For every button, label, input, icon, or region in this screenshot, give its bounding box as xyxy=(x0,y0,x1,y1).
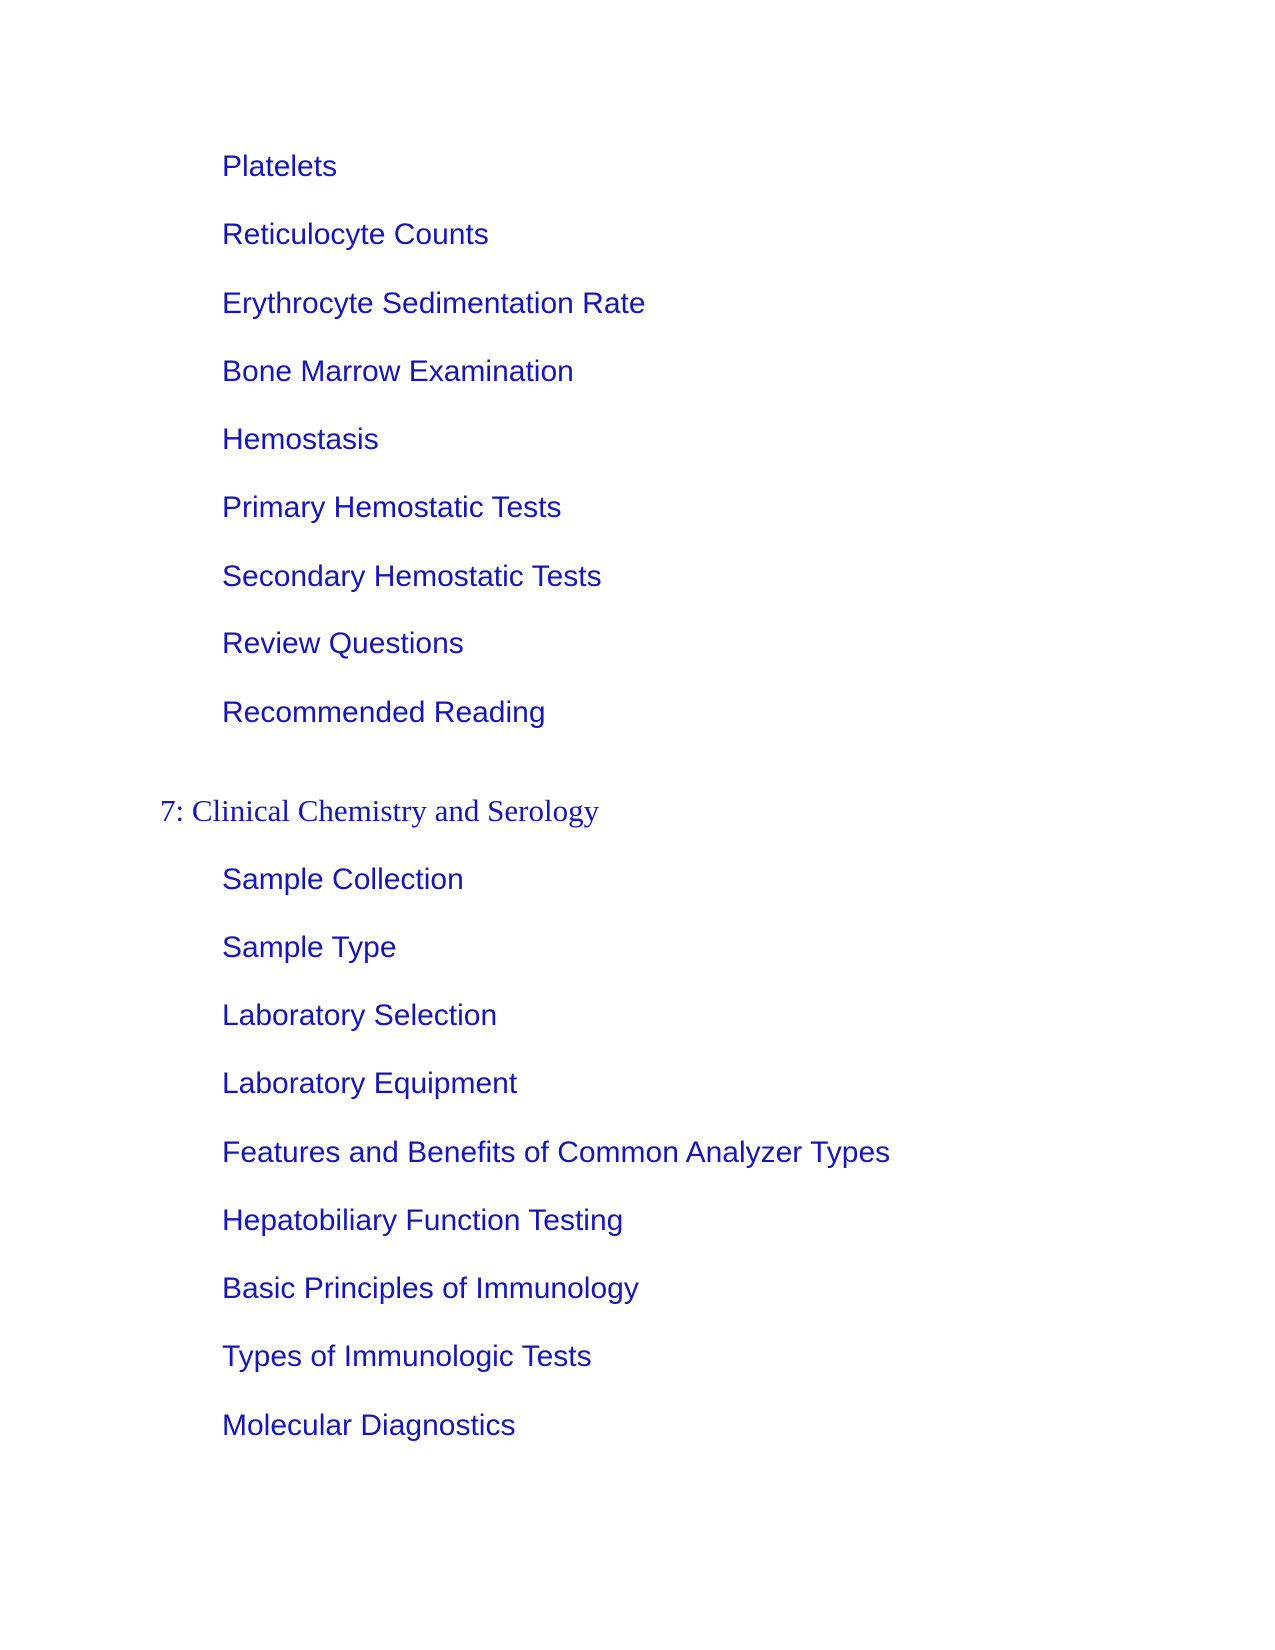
toc-link-platelets[interactable]: Platelets xyxy=(222,150,338,183)
toc-link-hepatobiliary-function-testing[interactable]: Hepatobiliary Function Testing xyxy=(222,1204,624,1237)
toc-link-bone-marrow-examination[interactable]: Bone Marrow Examination xyxy=(222,355,574,388)
toc-link-features-benefits-analyzer-types[interactable]: Features and Benefits of Common Analyzer Types xyxy=(222,1136,891,1169)
toc-link-reticulocyte-counts[interactable]: Reticulocyte Counts xyxy=(222,218,489,251)
toc-link-review-questions[interactable]: Review Questions xyxy=(222,627,464,660)
toc-link-laboratory-equipment[interactable]: Laboratory Equipment xyxy=(222,1067,518,1100)
toc-link-secondary-hemostatic-tests[interactable]: Secondary Hemostatic Tests xyxy=(222,560,602,593)
toc-link-laboratory-selection[interactable]: Laboratory Selection xyxy=(222,999,498,1032)
toc-link-basic-principles-immunology[interactable]: Basic Principles of Immunology xyxy=(222,1272,639,1305)
toc-link-erythrocyte-sedimentation-rate[interactable]: Erythrocyte Sedimentation Rate xyxy=(222,287,646,320)
chapter-heading-clinical-chemistry-serology[interactable]: 7: Clinical Chemistry and Serology xyxy=(160,793,600,828)
toc-link-types-immunologic-tests[interactable]: Types of Immunologic Tests xyxy=(222,1340,592,1373)
toc-link-sample-collection[interactable]: Sample Collection xyxy=(222,863,464,896)
toc-link-sample-type[interactable]: Sample Type xyxy=(222,931,397,964)
toc-link-molecular-diagnostics[interactable]: Molecular Diagnostics xyxy=(222,1409,516,1442)
toc-link-hemostasis[interactable]: Hemostasis xyxy=(222,423,379,456)
toc-link-recommended-reading[interactable]: Recommended Reading xyxy=(222,696,546,729)
toc-link-primary-hemostatic-tests[interactable]: Primary Hemostatic Tests xyxy=(222,491,562,524)
